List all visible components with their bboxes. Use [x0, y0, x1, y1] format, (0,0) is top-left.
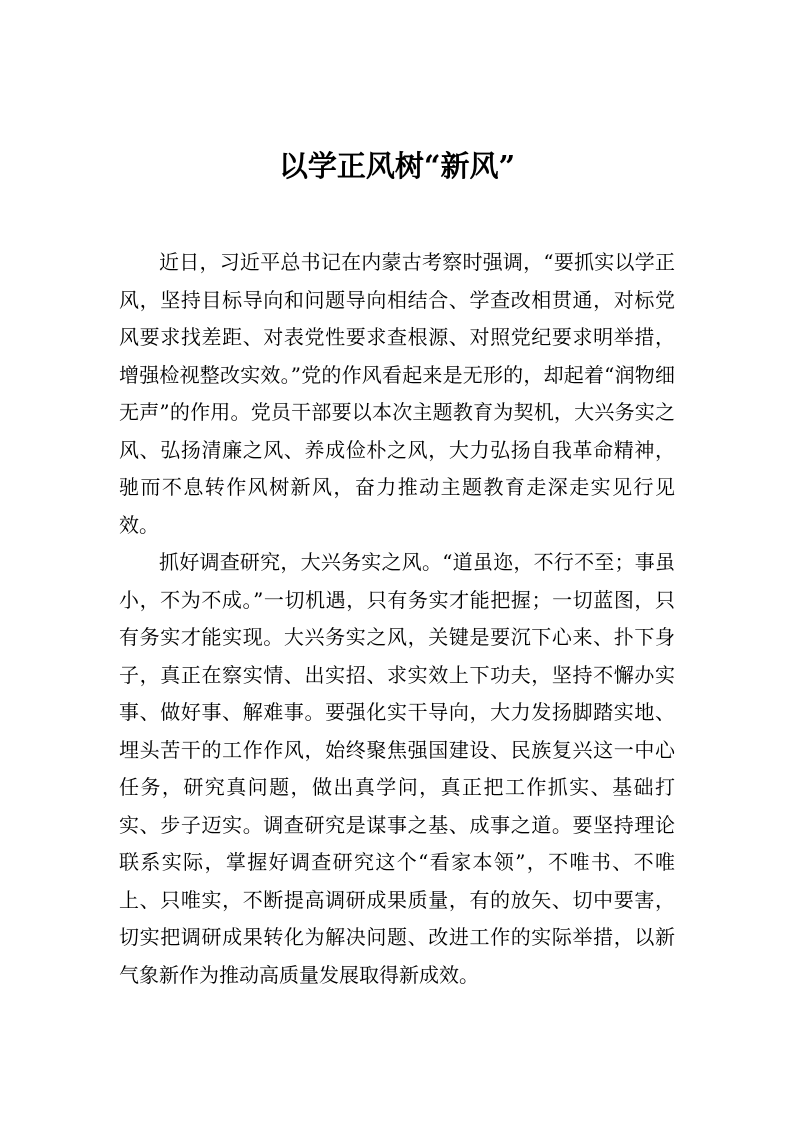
paragraph-1: 近日，习近平总书记在内蒙古考察时强调，“要抓实以学正风，坚持目标导向和问题导向相结合、学查改相贯通，对标党风要求找差距、对表党性要求查根源、对照党纪要求明举措，增强检视整改实效。”党的作风看起来是无形的，却起着“润物细无声”的作用。党员干部要以本次主题教育为契机，大兴务实之风、弘扬清廉之风、养成俭朴之风，大力弘扬自我革命精神，驰而不息转作风树新风，奋力推动主题教育走深走实见行见效。	[119, 250, 675, 537]
paragraph-2: 抓好调查研究，大兴务实之风。“道虽迩，不行不至；事虽小，不为不成。”一切机遇，只有务实才能把握；一切蓝图，只有务实才能实现。大兴务实之风，关键是要沉下心来、扑下身子，真正在察实情、出实招、求实效上下功夫，坚持不懈办实事、做好事、解难事。要强化实干导向，大力发扬脚踏实地、埋头苦干的工作作风，始终聚焦强国建设、民族复兴这一中心任务，研究真问题，做出真学问，真正把工作抓实、基础打实、步子迈实。调查研究是谋事之基、成事之道。要坚持理论联系实际，掌握好调查研究这个“看家本领”，不唯书、不唯上、只唯实，不断提高调研成果质量，有的放矢、切中要害，切实把调研成果转化为解决问题、改进工作的实际举措，以新气象新作为推动高质量发展取得新成效。	[119, 550, 675, 987]
document-body	[119, 244, 675, 994]
document-title: 以学正风树“新风”	[278, 149, 516, 183]
